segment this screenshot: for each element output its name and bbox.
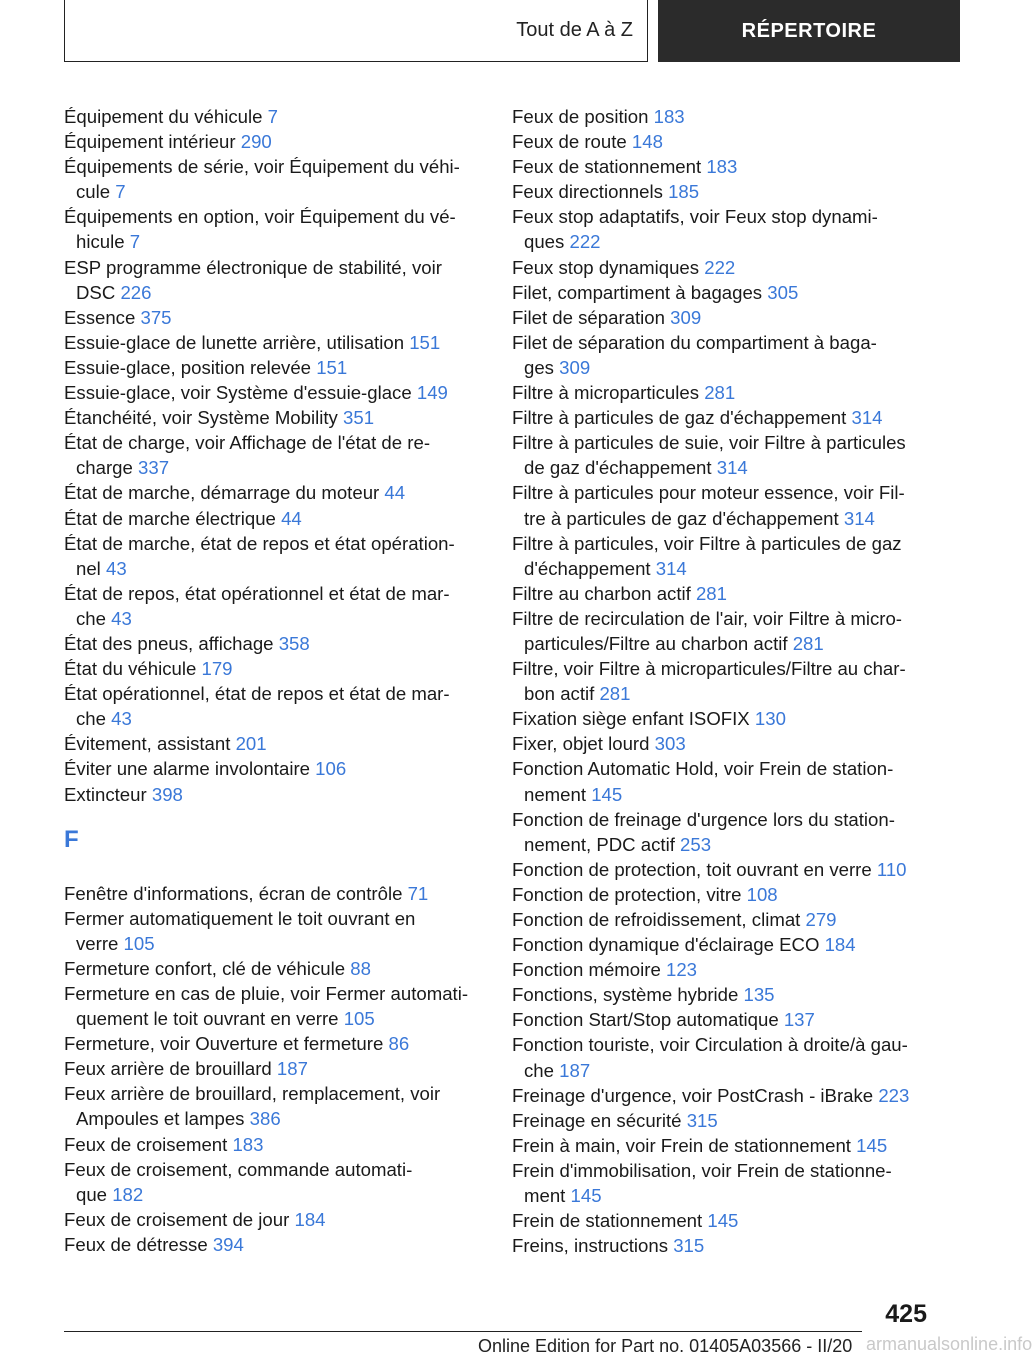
page-reference-link[interactable]: 148: [631, 131, 663, 153]
page-reference-link[interactable]: 315: [686, 1109, 718, 1131]
index-entry-text: Filtre à particules pour moteur essence, voir Fil-: [512, 482, 905, 504]
index-entry-text: ESP programme électronique de stabilité, voir: [64, 256, 442, 278]
chapter-tab[interactable]: [658, 0, 960, 62]
index-entry: [512, 807, 932, 857]
page-reference-link[interactable]: 314: [843, 507, 875, 529]
index-entry: [64, 506, 482, 531]
index-entry-text: Feux de route: [512, 131, 627, 153]
index-entry-text: charge: [76, 457, 133, 479]
index-entry-text: Frein à main, voir Frein de stationnement: [512, 1134, 851, 1156]
index-entry-text: DSC: [76, 281, 116, 303]
watermark-logo: armanualsonline.info: [866, 1334, 1032, 1354]
index-entry: [512, 104, 932, 129]
index-entry-text: Filtre à particules, voir Filtre à particules de gaz: [512, 532, 902, 554]
index-entry: [512, 1083, 932, 1108]
index-entry-text: Fonction de protection, toit ouvrant en verre: [512, 858, 872, 880]
index-column-right: [512, 104, 932, 1258]
index-entries-e: [64, 104, 482, 807]
index-entry-text: Feux de croisement: [64, 1133, 228, 1155]
index-entry: [512, 756, 932, 806]
index-entry-text: Filet, compartiment à bagages: [512, 281, 763, 303]
page-header: [0, 0, 960, 66]
page-reference-link[interactable]: 7: [267, 106, 278, 127]
index-entry: [512, 957, 932, 982]
chapter-tab-label: RÉPERTOIRE: [741, 19, 877, 42]
page-reference-link[interactable]: 281: [599, 683, 631, 705]
page-reference-link[interactable]: 43: [106, 557, 127, 579]
index-entry-text: Fonction touriste, voir Circulation à droite/à gau-: [512, 1034, 908, 1056]
index-entry: [512, 305, 932, 330]
index-entry: [64, 881, 482, 906]
page-reference-link[interactable]: 315: [673, 1235, 705, 1257]
page-reference-link[interactable]: 151: [316, 356, 348, 378]
index-entry: [512, 1233, 932, 1258]
index-entry-text: che: [76, 708, 106, 730]
page-reference-link[interactable]: 108: [746, 883, 778, 905]
page-reference-link[interactable]: 105: [343, 1008, 375, 1030]
index-entries-f-continued: [512, 104, 932, 1258]
index-entry-text: Fonction Start/Stop automatique: [512, 1009, 779, 1031]
index-entry: [64, 756, 482, 781]
index-entry-text: État de repos, état opérationnel et état de mar-: [64, 582, 450, 604]
index-entry-text: Feux de position: [512, 106, 649, 127]
page-reference-link[interactable]: 290: [240, 131, 272, 153]
page-reference-link[interactable]: 106: [315, 758, 347, 780]
index-entry: [512, 1108, 932, 1133]
index-entry-text: État des pneus, affichage: [64, 632, 274, 654]
index-entry-text: État opérationnel, état de repos et état de mar-: [64, 683, 450, 705]
index-entry: [64, 380, 482, 405]
index-entry-text: Feux de croisement, commande automati-: [64, 1158, 413, 1180]
index-entry: [64, 531, 482, 581]
index-entry: [64, 1056, 482, 1081]
index-entry: [64, 1157, 482, 1207]
index-entry-text: État de charge, voir Affichage de l'état de re-: [64, 432, 431, 454]
page-reference-link[interactable]: 222: [569, 231, 601, 253]
index-entry-text: Fonction de protection, vitre: [512, 883, 742, 905]
page-reference-link[interactable]: 183: [706, 156, 738, 178]
index-entry: [512, 907, 932, 932]
index-entry-text: nement, PDC actif: [524, 833, 675, 855]
index-entry: [512, 1032, 932, 1082]
page-reference-link[interactable]: 145: [707, 1210, 739, 1232]
page-reference-link[interactable]: 337: [138, 457, 170, 479]
page-reference-link[interactable]: 183: [653, 106, 685, 127]
page-reference-link[interactable]: 305: [767, 281, 799, 303]
index-entry-text: hicule: [76, 231, 125, 253]
page-reference-link[interactable]: 223: [878, 1084, 910, 1106]
index-entry-text: Freinage d'urgence, voir PostCrash - iBrake: [512, 1084, 874, 1106]
index-entry: [64, 405, 482, 430]
index-entry: [512, 882, 932, 907]
index-entry-text: Fermeture en cas de pluie, voir Fermer automati-: [64, 983, 469, 1004]
index-entry: [64, 631, 482, 656]
index-entry: [512, 1158, 932, 1208]
index-entry-text: Fonction de freinage d'urgence lors du station-: [512, 808, 895, 830]
index-entry-text: Fonction de refroidissement, climat: [512, 909, 801, 930]
index-entry-text: Essuie-glace, position relevée: [64, 356, 312, 378]
index-entry-text: che: [524, 1059, 554, 1081]
page-reference-link[interactable]: 314: [716, 457, 748, 479]
index-entry: [64, 154, 482, 204]
index-entry-text: Feux arrière de brouillard, remplacement, voir: [64, 1083, 441, 1105]
page-reference-link[interactable]: 105: [123, 932, 155, 954]
index-column-left: [64, 104, 482, 1257]
page-reference-link[interactable]: 222: [704, 256, 736, 278]
edition-text: Online Edition for Part no. 01405A03566 - II/20: [478, 1336, 853, 1356]
index-entry-text: Équipements en option, voir Équipement du vé-: [64, 206, 456, 228]
index-entry-text: Filet de séparation du compartiment à baga-: [512, 331, 877, 353]
page-reference-link[interactable]: 44: [384, 482, 406, 504]
page-reference-link[interactable]: 303: [654, 733, 686, 755]
page-reference-link[interactable]: 7: [115, 181, 126, 203]
page-reference-link[interactable]: 309: [670, 306, 702, 328]
index-entry-text: nel: [76, 557, 101, 579]
page-reference-link[interactable]: 130: [754, 708, 786, 730]
index-entry-text: Fonction mémoire: [512, 959, 661, 981]
page-reference-link[interactable]: 358: [278, 632, 310, 654]
page-reference-link[interactable]: 187: [276, 1058, 308, 1080]
index-entry: [512, 154, 932, 179]
index-entry: [512, 706, 932, 731]
index-entry-text: Fonction dynamique d'éclairage ECO: [512, 934, 820, 956]
page-reference-link[interactable]: 394: [212, 1233, 244, 1255]
index-entry-text: Équipement du véhicule: [64, 106, 263, 127]
index-entry-text: verre: [76, 932, 119, 954]
index-entry: [512, 857, 932, 882]
index-entry-text: Filtre à microparticules: [512, 382, 700, 404]
index-entry-text: bon actif: [524, 683, 595, 705]
index-entry: [64, 981, 482, 1031]
index-entry-text: Extincteur: [64, 783, 147, 805]
index-entry-text: ment: [524, 1185, 566, 1207]
index-entry: [512, 330, 932, 380]
index-entry-text: Freins, instructions: [512, 1235, 669, 1257]
index-entry-text: Feux de croisement de jour: [64, 1208, 290, 1230]
index-entry: [64, 330, 482, 355]
index-entry-text: Essuie-glace de lunette arrière, utilisation: [64, 331, 405, 353]
index-entry: [512, 982, 932, 1007]
page-reference-link[interactable]: 351: [343, 407, 375, 429]
page-reference-link[interactable]: 43: [111, 607, 132, 629]
index-entry-text: Feux stop adaptatifs, voir Feux stop dynami-: [512, 206, 878, 228]
page-reference-link[interactable]: 226: [120, 281, 152, 303]
page-reference-link[interactable]: 281: [792, 632, 824, 654]
index-entry-text: cule: [76, 181, 111, 203]
index-entry-text: Filtre à particules de suie, voir Filtre à particules: [512, 432, 906, 454]
index-entry: [512, 129, 932, 154]
index-entry-text: nement: [524, 783, 587, 805]
index-entry: [512, 581, 932, 606]
index-entry: [64, 430, 482, 480]
page-reference-link[interactable]: 184: [824, 934, 856, 956]
index-entry: [512, 480, 932, 530]
index-entry: [512, 731, 932, 756]
index-entry-text: État de marche, démarrage du moteur: [64, 482, 380, 504]
page-reference-link[interactable]: 145: [570, 1185, 602, 1207]
index-entry-text: Fonction Automatic Hold, voir Frein de station-: [512, 758, 894, 780]
index-entry-text: Essuie-glace, voir Système d'essuie-glace: [64, 382, 412, 404]
index-entry-text: Feux de stationnement: [512, 156, 702, 178]
index-entry: [512, 430, 932, 480]
index-entry: [64, 731, 482, 756]
index-entry: [64, 656, 482, 681]
index-entry-text: Équipement intérieur: [64, 131, 236, 153]
page-reference-link[interactable]: 253: [680, 833, 712, 855]
index-entry-text: État du véhicule: [64, 658, 197, 680]
index-entry-text: Fermeture, voir Ouverture et fermeture: [64, 1033, 384, 1055]
index-entry-text: tre à particules de gaz d'échappement: [524, 507, 839, 529]
index-entry-text: che: [76, 607, 106, 629]
index-entry-text: Fermer automatiquement le toit ouvrant en: [64, 907, 416, 929]
page-reference-link[interactable]: 184: [294, 1208, 326, 1230]
index-entry-text: de gaz d'échappement: [524, 457, 712, 479]
page-reference-link[interactable]: 71: [407, 882, 429, 904]
index-entry-text: Fenêtre d'informations, écran de contrôle: [64, 882, 403, 904]
page-reference-link[interactable]: 110: [876, 858, 907, 880]
page-reference-link[interactable]: 151: [409, 331, 441, 353]
index-entry: [64, 1132, 482, 1157]
page-reference-link[interactable]: 281: [704, 382, 736, 404]
index-entry-text: Filtre au charbon actif: [512, 582, 691, 604]
section-letter: F: [64, 825, 79, 853]
index-entry-text: Feux de détresse: [64, 1233, 208, 1255]
page-reference-link[interactable]: 183: [232, 1133, 264, 1155]
index-entry-text: ges: [524, 356, 554, 378]
index-entry-text: Feux stop dynamiques: [512, 256, 700, 278]
page-reference-link[interactable]: 145: [591, 783, 623, 805]
index-entry-text: Équipements de série, voir Équipement du véhi-: [64, 156, 460, 178]
index-entry: [512, 179, 932, 204]
index-entry-text: Frein d'immobilisation, voir Frein de stationne-: [512, 1159, 892, 1181]
index-entry: [64, 581, 482, 631]
index-entry: [64, 480, 482, 505]
index-entry: [512, 380, 932, 405]
page-reference-link[interactable]: 187: [559, 1059, 591, 1081]
page-reference-link[interactable]: 386: [249, 1108, 281, 1130]
page-reference-link[interactable]: 86: [388, 1033, 410, 1055]
page-number: 425: [885, 1300, 927, 1328]
index-entry-text: Feux arrière de brouillard: [64, 1058, 272, 1080]
index-entry: [512, 606, 932, 656]
index-entry-text: Ampoules et lampes: [76, 1108, 245, 1130]
page-reference-link[interactable]: 375: [140, 306, 172, 328]
index-entry-text: Essence: [64, 306, 136, 328]
index-entry: [512, 255, 932, 280]
page-reference-link[interactable]: 123: [665, 959, 698, 981]
index-entry-text: ques: [524, 231, 565, 253]
page-reference-link[interactable]: 7: [129, 231, 141, 253]
index-entry-text: Éviter une alarme involontaire: [64, 758, 310, 780]
index-entry-text: Fonctions, système hybride: [512, 984, 739, 1006]
page-reference-link[interactable]: 314: [655, 557, 687, 579]
index-entry-text: Fixation siège enfant ISOFIX: [512, 708, 750, 730]
index-entry: [512, 1208, 932, 1233]
page-reference-link[interactable]: 309: [559, 356, 591, 378]
index-entry-text: Fixer, objet lourd: [512, 733, 650, 755]
index-entry: [512, 1133, 932, 1158]
index-entry: [64, 1031, 482, 1056]
page-reference-link[interactable]: 398: [151, 783, 183, 805]
page-reference-link[interactable]: 88: [350, 957, 371, 979]
index-entry: [64, 956, 482, 981]
index-entry-text: Fermeture confort, clé de véhicule: [64, 957, 346, 979]
index-entry-text: d'échappement: [524, 557, 651, 579]
index-entry: [64, 204, 482, 254]
page-reference-link[interactable]: 201: [235, 733, 267, 755]
index-entry: [512, 405, 932, 430]
page-reference-link[interactable]: 179: [201, 658, 233, 680]
page-reference-link[interactable]: 314: [851, 407, 883, 429]
index-entries-f: [64, 881, 482, 1257]
index-entry: [64, 681, 482, 731]
index-entry-text: État de marche, état de repos et état opération-: [64, 532, 455, 554]
index-entry-text: Évitement, assistant: [64, 733, 231, 755]
index-entry-text: Filet de séparation: [512, 306, 665, 328]
index-entry-text: quement le toit ouvrant en verre: [76, 1008, 339, 1030]
index-entry: [64, 355, 482, 380]
footer-divider: [64, 1331, 862, 1332]
section-tab[interactable]: [64, 0, 648, 62]
index-entry: [64, 782, 482, 807]
page-reference-link[interactable]: 43: [111, 708, 132, 730]
page-reference-link[interactable]: 182: [112, 1183, 144, 1205]
index-entry: [64, 906, 482, 956]
index-entry: [512, 531, 932, 581]
section-tab-label: Tout de A à Z: [516, 19, 633, 41]
page-reference-link[interactable]: 145: [856, 1134, 888, 1156]
index-entry-text: Filtre à particules de gaz d'échappement: [512, 407, 847, 429]
index-entry-text: particules/Filtre au charbon actif: [524, 632, 788, 654]
index-entry: [64, 1081, 482, 1131]
index-entry-text: Étanchéité, voir Système Mobility: [64, 407, 338, 429]
index-entry-text: Filtre de recirculation de l'air, voir Filtre à micro-: [512, 607, 902, 629]
index-entry-text: Frein de stationnement: [512, 1210, 703, 1232]
page-reference-link[interactable]: 281: [695, 582, 727, 604]
index-entry: [64, 129, 482, 154]
index-entry-text: que: [76, 1183, 108, 1205]
index-entry: [64, 1207, 482, 1232]
page-reference-link[interactable]: 135: [743, 984, 775, 1006]
page-reference-link[interactable]: 149: [416, 382, 448, 404]
index-entry: [64, 104, 482, 129]
index-entry: [64, 305, 482, 330]
page-reference-link[interactable]: 137: [783, 1009, 815, 1031]
index-entry: [512, 204, 932, 254]
index-entry: [64, 1232, 482, 1257]
index-entry-text: Filtre, voir Filtre à microparticules/Filtre au char-: [512, 658, 906, 680]
index-entry-text: Freinage en sécurité: [512, 1109, 682, 1131]
index-entry-text: État de marche électrique: [64, 507, 276, 529]
page-reference-link[interactable]: 44: [281, 507, 302, 529]
index-entry: [512, 280, 932, 305]
page-reference-link[interactable]: 185: [668, 181, 700, 203]
index-entry: [512, 1007, 932, 1032]
index-entry: [512, 932, 932, 957]
page-reference-link[interactable]: 279: [805, 909, 837, 930]
index-entry: [64, 255, 482, 305]
index-entry-text: Feux directionnels: [512, 181, 663, 203]
index-entry: [512, 656, 932, 706]
